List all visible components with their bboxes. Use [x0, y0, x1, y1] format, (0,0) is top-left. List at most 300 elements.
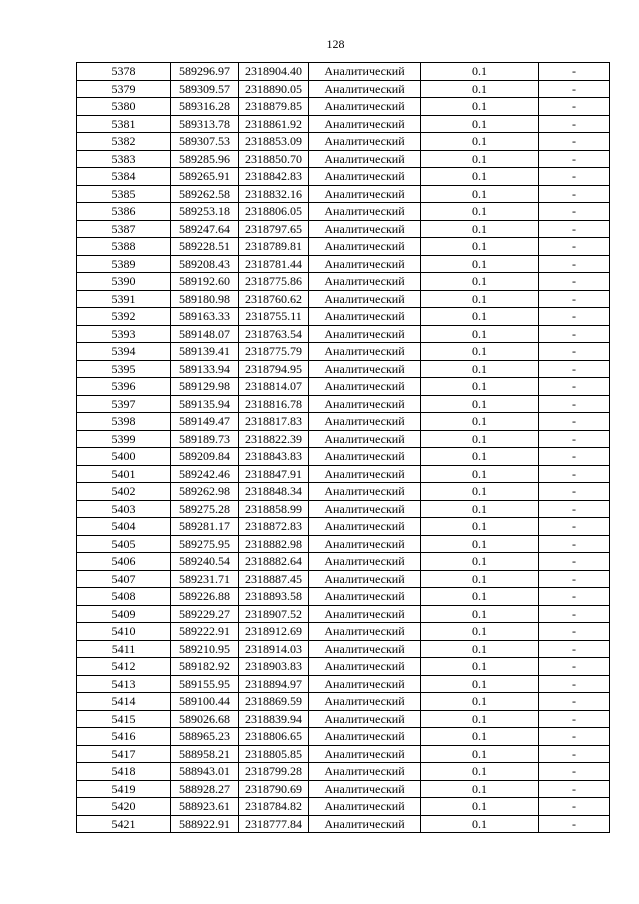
accuracy-cell: 0.1	[421, 308, 539, 326]
x-coordinate-cell: 588965.23	[171, 728, 239, 746]
note-cell: -	[539, 150, 610, 168]
method-cell: Аналитический	[309, 80, 421, 98]
y-coordinate-cell: 2318797.65	[239, 220, 309, 238]
note-cell: -	[539, 500, 610, 518]
y-coordinate-cell: 2318781.44	[239, 255, 309, 273]
table-row	[77, 273, 610, 291]
method-cell: Аналитический	[309, 605, 421, 623]
y-coordinate-cell: 2318853.09	[239, 133, 309, 151]
y-coordinate-cell: 2318858.99	[239, 500, 309, 518]
point-number-cell: 5416	[77, 728, 171, 746]
y-coordinate-cell: 2318794.95	[239, 360, 309, 378]
y-coordinate-cell: 2318822.39	[239, 430, 309, 448]
note-cell: -	[539, 238, 610, 256]
y-coordinate-cell: 2318842.83	[239, 168, 309, 186]
point-number-cell: 5379	[77, 80, 171, 98]
y-coordinate-cell: 2318847.91	[239, 465, 309, 483]
table-row	[77, 623, 610, 641]
table-row	[77, 430, 610, 448]
point-number-cell: 5411	[77, 640, 171, 658]
x-coordinate-cell: 589192.60	[171, 273, 239, 291]
note-cell: -	[539, 658, 610, 676]
x-coordinate-cell: 589135.94	[171, 395, 239, 413]
method-cell: Аналитический	[309, 325, 421, 343]
accuracy-cell: 0.1	[421, 780, 539, 798]
note-cell: -	[539, 133, 610, 151]
y-coordinate-cell: 2318914.03	[239, 640, 309, 658]
method-cell: Аналитический	[309, 798, 421, 816]
point-number-cell: 5386	[77, 203, 171, 221]
note-cell: -	[539, 693, 610, 711]
method-cell: Аналитический	[309, 203, 421, 221]
accuracy-cell: 0.1	[421, 378, 539, 396]
y-coordinate-cell: 2318861.92	[239, 115, 309, 133]
x-coordinate-cell: 589281.17	[171, 518, 239, 536]
x-coordinate-cell: 589296.97	[171, 63, 239, 81]
table-row	[77, 413, 610, 431]
table-row	[77, 658, 610, 676]
y-coordinate-cell: 2318784.82	[239, 798, 309, 816]
point-number-cell: 5399	[77, 430, 171, 448]
x-coordinate-cell: 588922.91	[171, 815, 239, 833]
table-row	[77, 220, 610, 238]
table-row	[77, 640, 610, 658]
point-number-cell: 5420	[77, 798, 171, 816]
y-coordinate-cell: 2318903.83	[239, 658, 309, 676]
y-coordinate-cell: 2318887.45	[239, 570, 309, 588]
table-row	[77, 238, 610, 256]
table-row	[77, 98, 610, 116]
point-number-cell: 5378	[77, 63, 171, 81]
table-row	[77, 308, 610, 326]
point-number-cell: 5391	[77, 290, 171, 308]
table-row	[77, 360, 610, 378]
table-row	[77, 168, 610, 186]
x-coordinate-cell: 589133.94	[171, 360, 239, 378]
y-coordinate-cell: 2318872.83	[239, 518, 309, 536]
x-coordinate-cell: 589100.44	[171, 693, 239, 711]
x-coordinate-cell: 589231.71	[171, 570, 239, 588]
accuracy-cell: 0.1	[421, 588, 539, 606]
table-row	[77, 745, 610, 763]
note-cell: -	[539, 535, 610, 553]
x-coordinate-cell: 589313.78	[171, 115, 239, 133]
note-cell: -	[539, 728, 610, 746]
accuracy-cell: 0.1	[421, 500, 539, 518]
accuracy-cell: 0.1	[421, 798, 539, 816]
point-number-cell: 5384	[77, 168, 171, 186]
table-row	[77, 483, 610, 501]
y-coordinate-cell: 2318882.98	[239, 535, 309, 553]
note-cell: -	[539, 203, 610, 221]
method-cell: Аналитический	[309, 308, 421, 326]
x-coordinate-cell: 589226.88	[171, 588, 239, 606]
y-coordinate-cell: 2318890.05	[239, 80, 309, 98]
accuracy-cell: 0.1	[421, 290, 539, 308]
table-row	[77, 605, 610, 623]
x-coordinate-cell: 589265.91	[171, 168, 239, 186]
note-cell: -	[539, 640, 610, 658]
point-number-cell: 5380	[77, 98, 171, 116]
method-cell: Аналитический	[309, 378, 421, 396]
method-cell: Аналитический	[309, 63, 421, 81]
accuracy-cell: 0.1	[421, 343, 539, 361]
accuracy-cell: 0.1	[421, 483, 539, 501]
y-coordinate-cell: 2318894.97	[239, 675, 309, 693]
note-cell: -	[539, 710, 610, 728]
note-cell: -	[539, 308, 610, 326]
accuracy-cell: 0.1	[421, 98, 539, 116]
point-number-cell: 5400	[77, 448, 171, 466]
table-row	[77, 255, 610, 273]
note-cell: -	[539, 780, 610, 798]
note-cell: -	[539, 430, 610, 448]
method-cell: Аналитический	[309, 150, 421, 168]
x-coordinate-cell: 589309.57	[171, 80, 239, 98]
table-row	[77, 133, 610, 151]
table-row	[77, 465, 610, 483]
table-row	[77, 500, 610, 518]
method-cell: Аналитический	[309, 238, 421, 256]
method-cell: Аналитический	[309, 553, 421, 571]
table-row	[77, 290, 610, 308]
table-row	[77, 518, 610, 536]
table-row	[77, 448, 610, 466]
y-coordinate-cell: 2318763.54	[239, 325, 309, 343]
point-number-cell: 5390	[77, 273, 171, 291]
table-row	[77, 80, 610, 98]
method-cell: Аналитический	[309, 640, 421, 658]
note-cell: -	[539, 255, 610, 273]
accuracy-cell: 0.1	[421, 815, 539, 833]
note-cell: -	[539, 448, 610, 466]
method-cell: Аналитический	[309, 413, 421, 431]
accuracy-cell: 0.1	[421, 675, 539, 693]
table-row	[77, 185, 610, 203]
accuracy-cell: 0.1	[421, 80, 539, 98]
method-cell: Аналитический	[309, 220, 421, 238]
accuracy-cell: 0.1	[421, 745, 539, 763]
point-number-cell: 5415	[77, 710, 171, 728]
accuracy-cell: 0.1	[421, 605, 539, 623]
point-number-cell: 5393	[77, 325, 171, 343]
y-coordinate-cell: 2318907.52	[239, 605, 309, 623]
x-coordinate-cell: 588943.01	[171, 763, 239, 781]
note-cell: -	[539, 325, 610, 343]
table-row	[77, 553, 610, 571]
point-number-cell: 5406	[77, 553, 171, 571]
point-number-cell: 5421	[77, 815, 171, 833]
y-coordinate-cell: 2318777.84	[239, 815, 309, 833]
table-body	[77, 63, 610, 833]
accuracy-cell: 0.1	[421, 203, 539, 221]
table-row	[77, 815, 610, 833]
point-number-cell: 5381	[77, 115, 171, 133]
y-coordinate-cell: 2318814.07	[239, 378, 309, 396]
note-cell: -	[539, 115, 610, 133]
accuracy-cell: 0.1	[421, 763, 539, 781]
table-row	[77, 570, 610, 588]
method-cell: Аналитический	[309, 185, 421, 203]
table-row	[77, 150, 610, 168]
x-coordinate-cell: 589242.46	[171, 465, 239, 483]
y-coordinate-cell: 2318904.40	[239, 63, 309, 81]
y-coordinate-cell: 2318882.64	[239, 553, 309, 571]
accuracy-cell: 0.1	[421, 238, 539, 256]
point-number-cell: 5412	[77, 658, 171, 676]
y-coordinate-cell: 2318816.78	[239, 395, 309, 413]
point-number-cell: 5409	[77, 605, 171, 623]
x-coordinate-cell: 589316.28	[171, 98, 239, 116]
table-row	[77, 63, 610, 81]
point-number-cell: 5389	[77, 255, 171, 273]
accuracy-cell: 0.1	[421, 640, 539, 658]
x-coordinate-cell: 589026.68	[171, 710, 239, 728]
point-number-cell: 5392	[77, 308, 171, 326]
note-cell: -	[539, 343, 610, 361]
accuracy-cell: 0.1	[421, 273, 539, 291]
y-coordinate-cell: 2318775.79	[239, 343, 309, 361]
x-coordinate-cell: 589163.33	[171, 308, 239, 326]
x-coordinate-cell: 589148.07	[171, 325, 239, 343]
note-cell: -	[539, 518, 610, 536]
x-coordinate-cell: 589180.98	[171, 290, 239, 308]
accuracy-cell: 0.1	[421, 710, 539, 728]
point-number-cell: 5403	[77, 500, 171, 518]
point-number-cell: 5404	[77, 518, 171, 536]
x-coordinate-cell: 589253.18	[171, 203, 239, 221]
table-row	[77, 728, 610, 746]
method-cell: Аналитический	[309, 710, 421, 728]
x-coordinate-cell: 589307.53	[171, 133, 239, 151]
accuracy-cell: 0.1	[421, 658, 539, 676]
method-cell: Аналитический	[309, 658, 421, 676]
note-cell: -	[539, 745, 610, 763]
point-number-cell: 5395	[77, 360, 171, 378]
method-cell: Аналитический	[309, 815, 421, 833]
table-row	[77, 115, 610, 133]
accuracy-cell: 0.1	[421, 360, 539, 378]
point-number-cell: 5385	[77, 185, 171, 203]
note-cell: -	[539, 623, 610, 641]
coordinates-table	[76, 62, 610, 833]
point-number-cell: 5394	[77, 343, 171, 361]
method-cell: Аналитический	[309, 290, 421, 308]
method-cell: Аналитический	[309, 570, 421, 588]
note-cell: -	[539, 588, 610, 606]
method-cell: Аналитический	[309, 728, 421, 746]
table-row	[77, 325, 610, 343]
method-cell: Аналитический	[309, 168, 421, 186]
method-cell: Аналитический	[309, 483, 421, 501]
table-row	[77, 343, 610, 361]
method-cell: Аналитический	[309, 675, 421, 693]
method-cell: Аналитический	[309, 465, 421, 483]
y-coordinate-cell: 2318850.70	[239, 150, 309, 168]
method-cell: Аналитический	[309, 343, 421, 361]
accuracy-cell: 0.1	[421, 255, 539, 273]
x-coordinate-cell: 588958.21	[171, 745, 239, 763]
accuracy-cell: 0.1	[421, 570, 539, 588]
method-cell: Аналитический	[309, 273, 421, 291]
x-coordinate-cell: 589155.95	[171, 675, 239, 693]
y-coordinate-cell: 2318817.83	[239, 413, 309, 431]
note-cell: -	[539, 395, 610, 413]
point-number-cell: 5387	[77, 220, 171, 238]
x-coordinate-cell: 589240.54	[171, 553, 239, 571]
y-coordinate-cell: 2318839.94	[239, 710, 309, 728]
method-cell: Аналитический	[309, 780, 421, 798]
point-number-cell: 5407	[77, 570, 171, 588]
note-cell: -	[539, 675, 610, 693]
point-number-cell: 5402	[77, 483, 171, 501]
note-cell: -	[539, 465, 610, 483]
accuracy-cell: 0.1	[421, 693, 539, 711]
y-coordinate-cell: 2318799.28	[239, 763, 309, 781]
point-number-cell: 5410	[77, 623, 171, 641]
x-coordinate-cell: 589149.47	[171, 413, 239, 431]
x-coordinate-cell: 589208.43	[171, 255, 239, 273]
note-cell: -	[539, 168, 610, 186]
point-number-cell: 5398	[77, 413, 171, 431]
x-coordinate-cell: 589275.28	[171, 500, 239, 518]
x-coordinate-cell: 589229.27	[171, 605, 239, 623]
table-row	[77, 693, 610, 711]
note-cell: -	[539, 185, 610, 203]
x-coordinate-cell: 589139.41	[171, 343, 239, 361]
method-cell: Аналитический	[309, 98, 421, 116]
note-cell: -	[539, 378, 610, 396]
table-row	[77, 675, 610, 693]
note-cell: -	[539, 798, 610, 816]
y-coordinate-cell: 2318893.58	[239, 588, 309, 606]
x-coordinate-cell: 589275.95	[171, 535, 239, 553]
x-coordinate-cell: 589262.98	[171, 483, 239, 501]
method-cell: Аналитический	[309, 360, 421, 378]
method-cell: Аналитический	[309, 518, 421, 536]
point-number-cell: 5419	[77, 780, 171, 798]
x-coordinate-cell: 588923.61	[171, 798, 239, 816]
table-row	[77, 780, 610, 798]
x-coordinate-cell: 589210.95	[171, 640, 239, 658]
y-coordinate-cell: 2318806.65	[239, 728, 309, 746]
accuracy-cell: 0.1	[421, 325, 539, 343]
method-cell: Аналитический	[309, 500, 421, 518]
note-cell: -	[539, 815, 610, 833]
note-cell: -	[539, 605, 610, 623]
x-coordinate-cell: 589228.51	[171, 238, 239, 256]
note-cell: -	[539, 98, 610, 116]
note-cell: -	[539, 570, 610, 588]
method-cell: Аналитический	[309, 763, 421, 781]
x-coordinate-cell: 589182.92	[171, 658, 239, 676]
method-cell: Аналитический	[309, 693, 421, 711]
method-cell: Аналитический	[309, 448, 421, 466]
note-cell: -	[539, 220, 610, 238]
note-cell: -	[539, 413, 610, 431]
accuracy-cell: 0.1	[421, 623, 539, 641]
method-cell: Аналитический	[309, 133, 421, 151]
table-row	[77, 588, 610, 606]
y-coordinate-cell: 2318760.62	[239, 290, 309, 308]
point-number-cell: 5414	[77, 693, 171, 711]
page-number: 128	[326, 37, 345, 51]
point-number-cell: 5388	[77, 238, 171, 256]
table-row	[77, 535, 610, 553]
accuracy-cell: 0.1	[421, 448, 539, 466]
y-coordinate-cell: 2318912.69	[239, 623, 309, 641]
note-cell: -	[539, 290, 610, 308]
accuracy-cell: 0.1	[421, 220, 539, 238]
method-cell: Аналитический	[309, 255, 421, 273]
point-number-cell: 5397	[77, 395, 171, 413]
table-row	[77, 395, 610, 413]
y-coordinate-cell: 2318806.05	[239, 203, 309, 221]
table-row	[77, 763, 610, 781]
method-cell: Аналитический	[309, 430, 421, 448]
accuracy-cell: 0.1	[421, 553, 539, 571]
note-cell: -	[539, 483, 610, 501]
point-number-cell: 5417	[77, 745, 171, 763]
table-row	[77, 378, 610, 396]
accuracy-cell: 0.1	[421, 413, 539, 431]
x-coordinate-cell: 589222.91	[171, 623, 239, 641]
point-number-cell: 5408	[77, 588, 171, 606]
method-cell: Аналитический	[309, 588, 421, 606]
table-row	[77, 710, 610, 728]
x-coordinate-cell: 589189.73	[171, 430, 239, 448]
y-coordinate-cell: 2318775.86	[239, 273, 309, 291]
method-cell: Аналитический	[309, 745, 421, 763]
point-number-cell: 5396	[77, 378, 171, 396]
accuracy-cell: 0.1	[421, 133, 539, 151]
x-coordinate-cell: 588928.27	[171, 780, 239, 798]
accuracy-cell: 0.1	[421, 63, 539, 81]
method-cell: Аналитический	[309, 115, 421, 133]
x-coordinate-cell: 589129.98	[171, 378, 239, 396]
y-coordinate-cell: 2318848.34	[239, 483, 309, 501]
note-cell: -	[539, 763, 610, 781]
y-coordinate-cell: 2318789.81	[239, 238, 309, 256]
x-coordinate-cell: 589262.58	[171, 185, 239, 203]
method-cell: Аналитический	[309, 623, 421, 641]
x-coordinate-cell: 589247.64	[171, 220, 239, 238]
table-row	[77, 798, 610, 816]
point-number-cell: 5382	[77, 133, 171, 151]
point-number-cell: 5405	[77, 535, 171, 553]
y-coordinate-cell: 2318832.16	[239, 185, 309, 203]
accuracy-cell: 0.1	[421, 150, 539, 168]
accuracy-cell: 0.1	[421, 185, 539, 203]
x-coordinate-cell: 589285.96	[171, 150, 239, 168]
note-cell: -	[539, 80, 610, 98]
point-number-cell: 5383	[77, 150, 171, 168]
method-cell: Аналитический	[309, 395, 421, 413]
accuracy-cell: 0.1	[421, 395, 539, 413]
table-row	[77, 203, 610, 221]
note-cell: -	[539, 273, 610, 291]
accuracy-cell: 0.1	[421, 168, 539, 186]
accuracy-cell: 0.1	[421, 518, 539, 536]
accuracy-cell: 0.1	[421, 535, 539, 553]
y-coordinate-cell: 2318879.85	[239, 98, 309, 116]
point-number-cell: 5401	[77, 465, 171, 483]
point-number-cell: 5413	[77, 675, 171, 693]
accuracy-cell: 0.1	[421, 430, 539, 448]
y-coordinate-cell: 2318755.11	[239, 308, 309, 326]
y-coordinate-cell: 2318790.69	[239, 780, 309, 798]
point-number-cell: 5418	[77, 763, 171, 781]
